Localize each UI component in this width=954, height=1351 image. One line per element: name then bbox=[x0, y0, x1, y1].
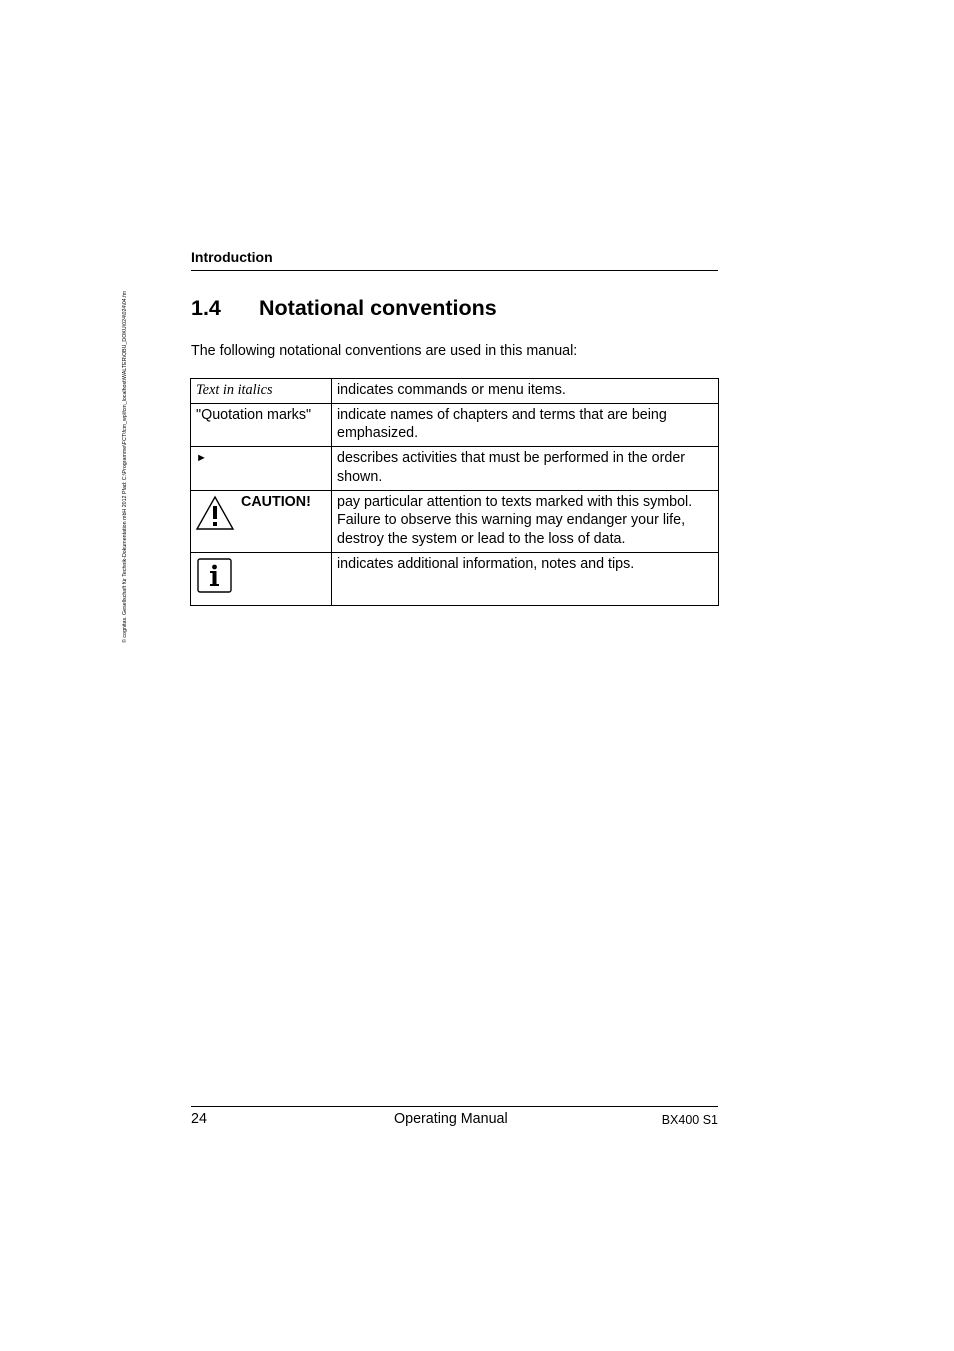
file-path-note: © cognitas. Gesellschaft für Technik-Dokumentation mbH 2012 Pfad: C:\Programme\FCT\fcm_wp\fcm_localhost\WALTER\OBU_DOKU\024\024\04.fm bbox=[122, 290, 128, 643]
convention-cell bbox=[191, 552, 332, 605]
manual-title: Operating Manual bbox=[394, 1111, 508, 1127]
conventions-table bbox=[190, 378, 719, 606]
page-footer bbox=[191, 1106, 718, 1131]
page-number: 24 bbox=[191, 1111, 207, 1127]
chapter-title: Introduction bbox=[191, 249, 273, 265]
table-row bbox=[191, 379, 719, 404]
table-row bbox=[191, 403, 719, 446]
page-header bbox=[191, 249, 718, 271]
meaning-cell: pay particular attention to texts marked with this symbol. Failure to observe this warning may endanger your life, destroy the system or lead to the loss of data. bbox=[332, 490, 719, 552]
section-heading bbox=[191, 296, 497, 321]
convention-cell: Text in italics bbox=[191, 379, 332, 404]
intro-paragraph: The following notational conventions are used in this manual: bbox=[191, 343, 578, 359]
meaning-cell: indicates additional information, notes and tips. bbox=[332, 552, 719, 605]
meaning-cell: indicates commands or menu items. bbox=[332, 379, 719, 404]
table-row bbox=[191, 552, 719, 605]
caution-label: CAUTION! bbox=[241, 493, 311, 510]
model-name: BX400 S1 bbox=[661, 1113, 718, 1127]
table-row bbox=[191, 447, 719, 490]
info-icon bbox=[197, 558, 232, 593]
warning-triangle-icon bbox=[195, 495, 235, 531]
section-number: 1.4 bbox=[191, 296, 221, 320]
convention-cell bbox=[191, 490, 332, 552]
meaning-cell: indicate names of chapters and terms that are being emphasized. bbox=[332, 403, 719, 446]
convention-cell: ► bbox=[191, 447, 332, 490]
table-row bbox=[191, 490, 719, 552]
meaning-cell: describes activities that must be performed in the order shown. bbox=[332, 447, 719, 490]
convention-cell: "Quotation marks" bbox=[191, 403, 332, 446]
section-title: Notational conventions bbox=[259, 296, 497, 320]
